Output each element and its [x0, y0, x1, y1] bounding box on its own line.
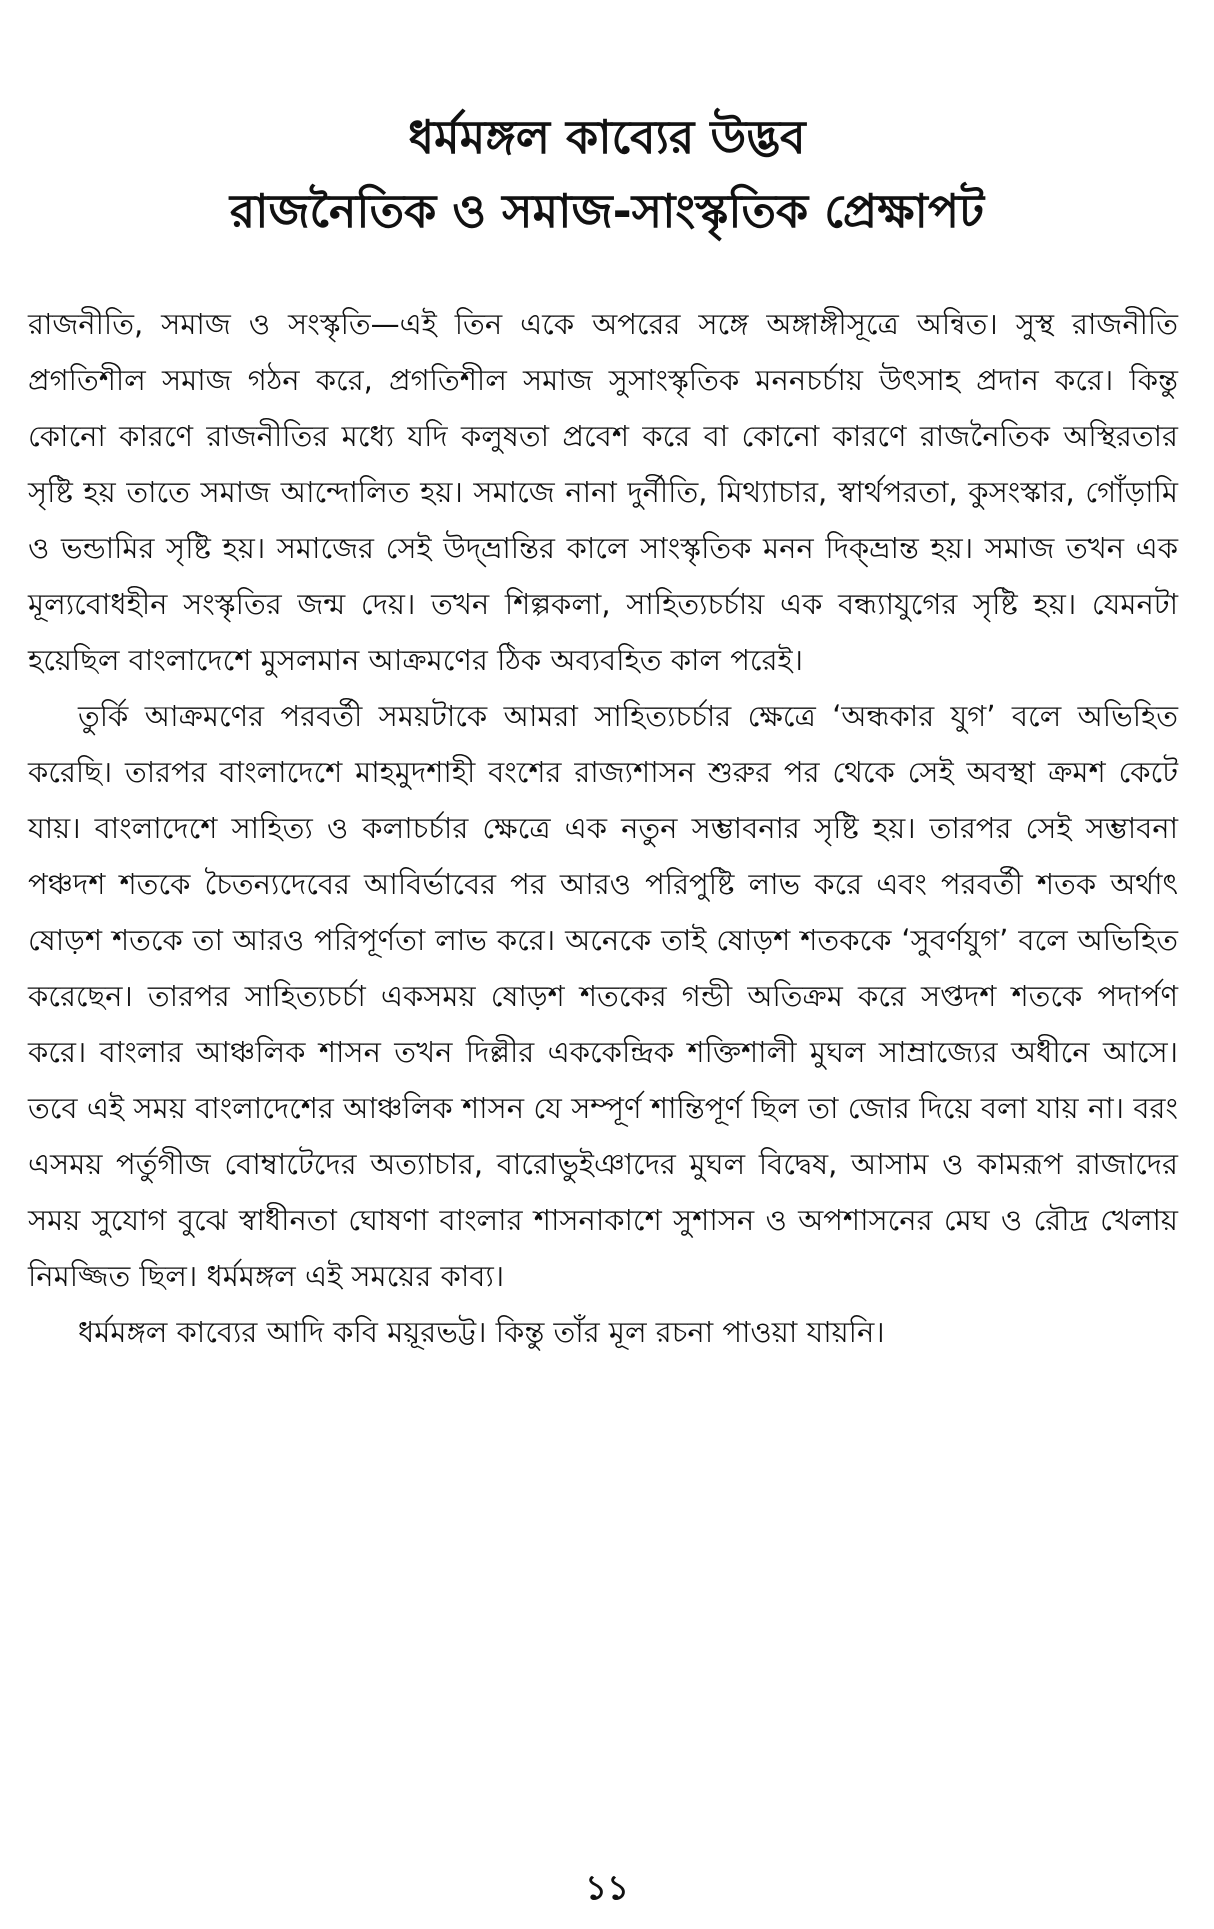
page-subtitle: রাজনৈতিক ও সমাজ-সাংস্কৃতিক প্রেক্ষাপট [229, 184, 985, 238]
page-title: ধর্মমঙ্গল কাব্যের উদ্ভব [408, 110, 806, 164]
paragraph-3: ধর্মমঙ্গল কাব্যের আদি কবি ময়ূরভট্ট। কিন্তু তাঁর মূল রচনা পাওয়া যায়নি। [78, 1315, 885, 1349]
body-text [28, 296, 1178, 1360]
chapter-heading [0, 100, 1214, 248]
paragraph-2: তুর্কি আক্রমণের পরবর্তী সময়টাকে আমরা সাহিত্যচর্চার ক্ষেত্রে ‘অন্ধকার যুগ’ বলে অভিহিত করেছি। তারপর বাংলাদেশে মাহমুদশাহী বংশের রাজ্যশাসন শুরুর পর থেকে সেই অবস্থা ক্রমশ কেটে যায়। বাংলাদেশে সাহিত্য ও কলাচর্চার ক্ষেত্রে এক নতুন সম্ভাবনার সৃষ্টি হয়। তারপর সেই সম্ভাবনা পঞ্চদশ শতকে চৈতন্যদেবের আবির্ভাবের পর আরও পরিপুষ্টি লাভ করে এবং পরবর্তী শতক অর্থাৎ ষোড়শ শতকে তা আরও পরিপূর্ণতা লাভ করে। অনেকে তাই ষোড়শ শতককে ‘সুবর্ণযুগ’ বলে অভিহিত করেছেন। তারপর সাহিত্যচর্চা একসময় ষোড়শ শতকের গন্ডী অতিক্রম করে সপ্তদশ শতকে পদার্পণ করে। বাংলার আঞ্চলিক শাসন তখন দিল্লীর এককেন্দ্রিক শক্তিশালী মুঘল সাম্রাজ্যের অধীনে আসে। তবে এই সময় বাংলাদেশের আঞ্চলিক শাসন যে সম্পূর্ণ শান্তিপূর্ণ ছিল তা জোর দিয়ে বলা যায় না। বরং এসময় পর্তুগীজ বোম্বাটেদের অত্যাচার, বারোভুইঞাদের মুঘল বিদ্বেষ, আসাম ও কামরূপ রাজাদের সময় সুযোগ বুঝে স্বাধীনতা ঘোষণা বাংলার শাসনাকাশে সুশাসন ও অপশাসনের মেঘ ও রৌদ্র খেলায় নিমজ্জিত ছিল। ধর্মমঙ্গল এই সময়ের কাব্য। [28, 699, 1178, 1293]
page-number: ১১ [584, 1868, 630, 1908]
paragraph-1: রাজনীতি, সমাজ ও সংস্কৃতি—এই তিন একে অপরের সঙ্গে অঙ্গাঙ্গীসূত্রে অন্বিত। সুস্থ রাজনীতি প্রগতিশীল সমাজ গঠন করে, প্রগতিশীল সমাজ সুসাংস্কৃতিক মননচর্চায় উৎসাহ প্রদান করে। কিন্তু কোনো কারণে রাজনীতির মধ্যে যদি কলুষতা প্রবেশ করে বা কোনো কারণে রাজনৈতিক অস্থিরতার সৃষ্টি হয় তাতে সমাজ আন্দোলিত হয়। সমাজে নানা দুর্নীতি, মিথ্যাচার, স্বার্থপরতা, কুসংস্কার, গোঁড়ামি ও ভন্ডামির সৃষ্টি হয়। সমাজের সেই উদ্‌ভ্রান্তির কালে সাংস্কৃতিক মনন দিক্‌ভ্রান্ত হয়। সমাজ তখন এক মূল্যবোধহীন সংস্কৃতির জন্ম দেয়। তখন শিল্পকলা, সাহিত্যচর্চায় এক বন্ধ্যাযুগের সৃষ্টি হয়। যেমনটা হয়েছিল বাংলাদেশে মুসলমান আক্রমণের ঠিক অব্যবহিত কাল পরেই। [28, 307, 1178, 677]
